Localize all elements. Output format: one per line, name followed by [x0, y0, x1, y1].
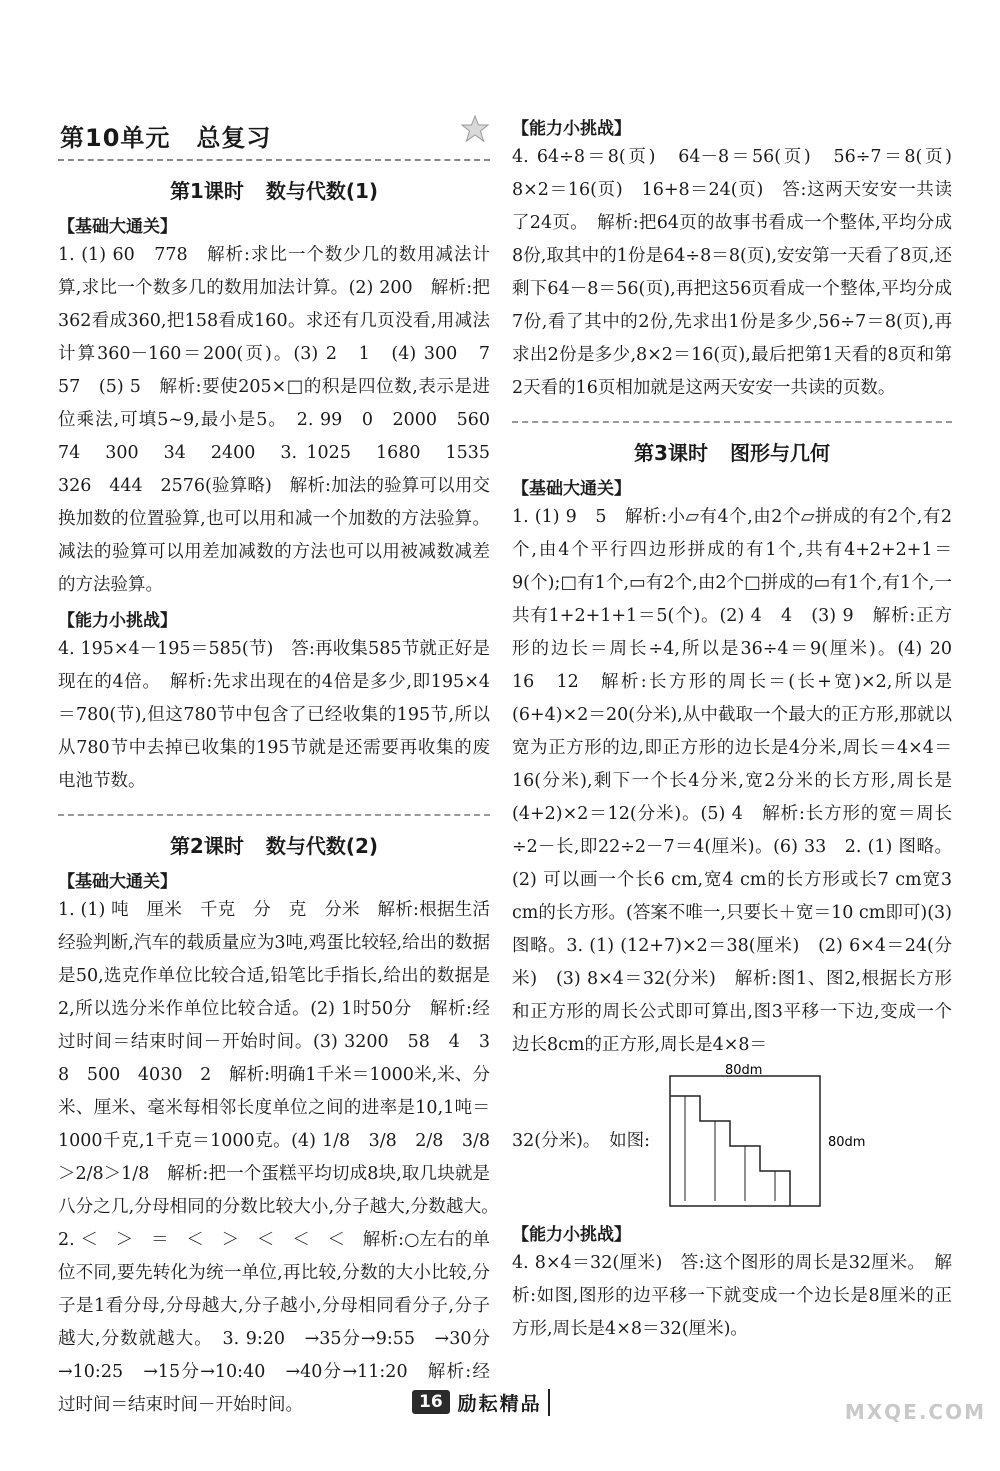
page-number: 16	[412, 1390, 450, 1414]
figure-top-label: 80dm	[725, 1063, 763, 1078]
lesson3-challenge-text: 4. 8×4＝32(厘米) 答:这个图形的周长是32厘米。 解析:如图,图形的边平移一下就变成一个边长是8厘米的正方形,周长是4×8＝32(厘米)。	[512, 1253, 952, 1339]
lesson1-challenge-text: 4. 195×4－195＝585(节) 答:再收集585节就正好是现在的4倍。 解析:先求出现在的4倍是多少,即195×4＝780(节),但这780节中包含了已经收集的195节,所以从780节中去掉已收集的195节就是还需要再收集的废电池节数。	[58, 639, 490, 791]
right-challenge-label: 【能力小挑战】	[512, 119, 631, 139]
lesson2-basic-text: 1. (1) 吨 厘米 千克 分 克 分米 解析:根据生活经验判断,汽车的载质量应为3吨,鸡蛋比较轻,给出的数据是50,选克作单位比较合适,铅笔比手指长,给出的数据是2,所以选分米作单位比较合适。(2) 1时50分 解析:经过时间＝结束时间－开始时间。(3) 3200 58 4 3 8 500 4030 2 解析:明确1千米＝1000米,米、分米、厘米、毫米每相邻长度单位之间的进率是10,1吨＝1000千克,1千克＝1000克。(4) 1/8 3/8 2/8 3/8＞2/8＞1/8 解析:把一个蛋糕平均切成8块,取几块就是八分之几,分母相同的分数比较大小,分子越大,分数越大。 2. ＜ ＞ ＝ ＜ ＞ ＜ ＜ ＜ 解析:○左右的单位不同,要先转化为统一单位,再比较,分数的大小比较,分子是1看分母,分母越大,分子越小,分母相同看分子,分子越大,分数就越大。 3. 9:20 →35分→9:55 →30分→10:25 →15分→10:40 →40分→11:20 解析:经过时间＝结束时间－开始时间。	[58, 900, 508, 1415]
lesson1-basic-label: 【基础大通关】	[58, 217, 177, 237]
unit-title	[58, 110, 490, 161]
lesson2-number: 第2课时	[169, 834, 244, 858]
lesson2-topic: 数与代数(2)	[265, 834, 379, 858]
lesson3-title	[512, 437, 952, 466]
lesson2-title	[58, 830, 490, 859]
lesson1-challenge-label: 【能力小挑战】	[58, 611, 177, 631]
star-icon	[460, 114, 490, 144]
unit-name: 总复习	[196, 124, 272, 152]
lesson3-challenge-label: 【能力小挑战】	[512, 1225, 631, 1245]
figure-caption: 32(分米)。 如图:	[512, 1130, 651, 1151]
watermark: MXQE.COM	[844, 1400, 986, 1424]
figure-right-label: 80dm	[828, 1135, 866, 1150]
lesson2-basic-label: 【基础大通关】	[58, 872, 177, 892]
lesson3-basic-text: 1. (1) 9 5 解析:小▱有4个,由2个▱拼成的有2个,有2个,由4个平行四边形拼成的有1个,共有4+2+2+1＝9(个);□有1个,▭有2个,由2个□拼成的▭有1个,有1个,一共有1+2+1+1＝5(个)。(2) 4 4 (3) 9 解析:正方形的边长＝周长÷4,所以是36÷4＝9(厘米)。(4) 20 16 12 解析:长方形的周长＝(长+宽)×2,所以是(6+4)×2＝20(分米),从中截取一个最大的正方形,那就以宽为正方形的边,即正方形的边长是4分米,周长＝4×4＝16(分米),剩下一个长4分米,宽2分米的长方形,周长是(4+2)×2＝12(分米)。(5) 4 解析:长方形的宽＝周长÷2－长,即22÷2－7＝4(厘米)。(6) 33 2. (1) 图略。(2) 可以画一个长6 cm,宽4 cm的长方形或长7 cm宽3 cm的长方形。(答案不唯一,只要长＋宽＝10 cm即可)(3) 图略。3. (1) (12+7)×2＝38(厘米) (2) 6×4＝24(分米) (3) 8×4＝32(分米) 解析:图1、图2,根据长方形和正方形的周长公式即可算出,图3平移一下边,变成一个边长8cm的正方形,周长是4×8＝	[512, 507, 970, 1055]
lesson3-topic: 图形与几何	[729, 441, 830, 465]
section-divider	[512, 421, 952, 423]
unit-label: 第10单元	[60, 124, 171, 152]
lesson1-number: 第1课时	[169, 179, 244, 203]
right-challenge-text: 4. 64÷8＝8(页) 64－8＝56(页) 56÷7＝8(页) 8×2＝16(页) 16+8＝24(页) 答:这两天安安一共读了24页。 解析:把64页的故事书看成一个整体,平均分成8份,取其中的1份是64÷8＝8(页),安安第一天看了8页,还剩下64－8＝56(页),再把这56页看成一个整体,平均分成7份,看了其中的2份,先求出1份是多少,56÷7＝8(页),再求出2份是多少,8×2＝16(页),最后把第1天看的8页和第2天看的16页相加就是这两天安安一共读的页数。	[512, 147, 970, 398]
lesson3-number: 第3课时	[634, 441, 708, 465]
lesson1-basic-text: 1. (1) 60 778 解析:求比一个数少几的数用减法计算,求比一个数多几的数用加法计算。(2) 200 解析:把362看成360,把158看成160。求还有几页没看,用减法计算360－160＝200(页)。(3) 2 1 (4) 300 7 57 (5) 5 解析:要使205×□的积是四位数,表示是进位乘法,可填5~9,最小是5。 2. 99 0 2000 560 74 300 34 2400 3. 1025 1680 1535 326 444 2576(验算略) 解析:加法的验算可以用交换加数的位置验算,也可以用和减一个加数的方法验算。减法的验算可以用差加减数的方法也可以用被减数减差的方法验算。	[58, 245, 508, 595]
lesson1-title	[58, 175, 490, 204]
staircase-figure	[660, 1063, 866, 1216]
figure-row	[512, 1063, 952, 1216]
brand-name: 励耘精品	[458, 1389, 550, 1416]
section-divider	[58, 814, 490, 816]
page-footer	[412, 1385, 588, 1419]
lesson3-basic-label: 【基础大通关】	[512, 479, 631, 499]
lesson1-topic: 数与代数(1)	[265, 179, 379, 203]
right-column	[512, 110, 970, 1346]
